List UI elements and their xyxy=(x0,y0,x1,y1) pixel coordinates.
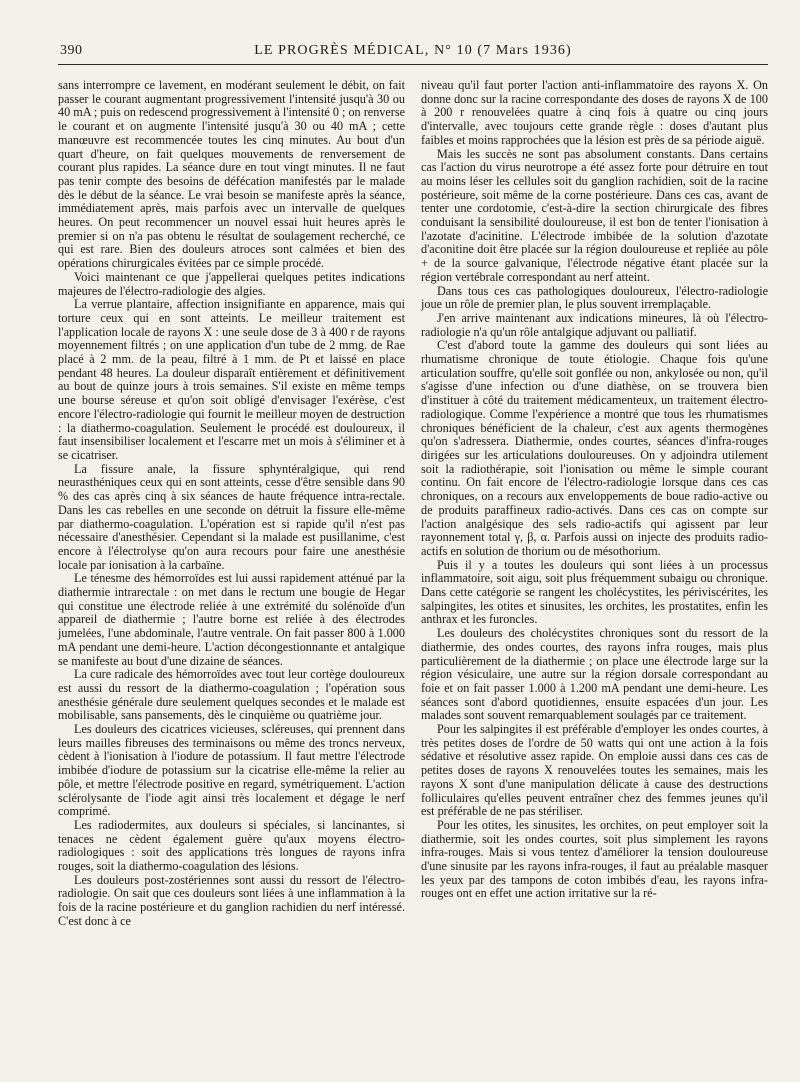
paragraph: La fissure anale, la fissure sphyntéralgique, qui rend neurasthéniques ceux qui en sont atteints, cesse d'être sensible dans 90 % des cas après cinq à six séances de haute fréquence intra-rectale. Dans les cas rebelles en une seconde on détruit la fissure elle-même par diathermo-coagulation. L'opération est si rapide qu'il n'est pas nécessaire d'anesthésier. Cependant si la malade est pusillanime, c'est encore à l'électrolyse qu'on aura recours pour faire une anesthésie locale par ionisation à la carbaïne. xyxy=(58,461,405,572)
paragraph: Dans tous ces cas pathologiques douloureux, l'électro-radiologie joue un rôle de premier plan, le plus souvent irremplaçable. xyxy=(421,283,768,312)
paragraph: Le ténesme des hémorroïdes est lui aussi rapidement atténué par la diathermie intrarectale : on met dans le rectum une bougie de Hegar qui constitue une électrode reliée à une extrémité du solénoïde d'un appareil de diathermie ; l'autre borne est reliée à des électrodes jumelées, l'une abdominale, l'autre ventrale. On fait passer 800 à 1.000 mA pendant une demi-heure. L'action décongestionnante et antalgique se manifeste au bout d'une dizaine de séances. xyxy=(58,571,405,668)
paragraph: C'est d'abord toute la gamme des douleurs qui sont liées au rhumatisme chronique de toute étiologie. Chaque fois qu'une articulation souffre, qu'elle soit gonflée ou non, ankylosée ou non, qu'il s'agisse d'une infection ou d'une diathèse, on se trouvera bien d'instituer à côté du traitement médicamenteux, un traitement électro-radiologique. Comme l'expérience a montré que tous les rhumatismes chroniques bénéficient de la chaleur, c'est aux agents thermogènes qu'on s'adressera. Diathermie, ondes courtes, séances d'infra-rouges dirigées sur les articulations douloureuses. On y adjoindra utilement soit la radiothérapie, soit l'ionisation ou même le simple courant continu. On fait encore de l'électro-radiologie lorsque dans ces cas chroniques, on a recours aux enveloppements de boue radio-active ou de produits paraffineux radio-activés. Dans ces cas on compte sur l'action analgésique des sels radio-actifs qui agissent par leur rayonnement total γ, β, α. Parfois aussi on injecte des produits radio-actifs en solution de thorium ou de mésothorium. xyxy=(421,338,768,558)
paragraph: niveau qu'il faut porter l'action anti-inflammatoire des rayons X. On donne donc sur la racine correspondante des doses de rayons X de 100 à 200 r renouvelées quatre à cinq fois à quatre ou cinq jours d'intervalle, avec toujours cette grande règle : doses d'autant plus faibles et moins rapprochées que la lésion est près de sa période aiguë. xyxy=(421,78,768,147)
paragraph: sans interrompre ce lavement, en modérant seulement le débit, on fait passer le courant augmentant progressivement l'intensité jusqu'à 30 ou 40 mA ; puis on redescend progressivement à l'intensité 0 ; on renverse le courant et on augmente l'intensité jusqu'à 30 ou 40 mA ; cette manœuvre est recommencée toutes les cinq minutes. Au bout d'un quart d'heure, on fait quelques mouvements de renversement de courant plus rapides. La séance dure en tout vingt minutes. Il ne faut pas tenir compte des besoins de défécation manifestés par le malade dès le début de la séance. Le vrai besoin se manifeste après la séance, immédiatement après, mais parfois avec un intervalle de quelques heures. On peut recommencer un nouvel essai huit heures après le premier si on n'a pas obtenu le résultat de soulagement recherché, ce qui est rare. Bien des douleurs atroces sont calmées et bien des opérations chirurgicales évitées par ce simple procédé. xyxy=(58,78,405,271)
paragraph: J'en arrive maintenant aux indications mineures, là où l'électro-radiologie n'a qu'un rôle antalgique adjuvant ou palliatif. xyxy=(421,310,768,339)
paragraph: La cure radicale des hémorroïdes avec tout leur cortège douloureux est aussi du ressort de la diathermo-coagulation ; l'opération sous anesthésie générale dure seulement quelques secondes et le malade est mobilisable, sans pansements, dès le cinquième ou quatrième jour. xyxy=(58,667,405,723)
paragraph: Les radiodermites, aux douleurs si spéciales, si lancinantes, si tenaces ne cèdent également guère qu'aux moyens électro-radiologiques : soit des applications très longues de rayons infra rouges, soit la diathermo-coagulation des lésions. xyxy=(58,817,405,874)
paragraph: Les douleurs post-zostériennes sont aussi du ressort de l'électro-radiologie. On sait que ces douleurs sont liées à une inflammation à la fois de la racine postérieure et du ganglion rachidien du nerf intéressé. C'est donc à ce xyxy=(58,872,405,928)
paragraph: Voici maintenant ce que j'appellerai quelques petites indications majeures de l'électro-radiologie des algies. xyxy=(58,269,405,298)
paragraph: Puis il y a toutes les douleurs qui sont liées à un processus inflammatoire, soit aigu, soit plus fréquemment subaigu ou chronique. Dans cette catégorie se rangent les cholécystites, les périviscérites, les salpingites, les otites et sinusites, les orchites, les prostatites, enfin les anthrax et les furoncles. xyxy=(421,557,768,627)
paragraph: Pour les salpingites il est préférable d'employer les ondes courtes, à très petites doses de l'ordre de 50 watts qui ont une action à la fois sédative et résolutive assez rapide. On emploie aussi dans ces cas de petites doses de rayons X renouvelées toutes les semaines, mais les rayons X sont d'une manipulation délicate à cause des destructions folliculaires qu'elles peuvent entraîner chez des femmes jeunes qu'il est préférable de ne pas stériliser. xyxy=(421,722,768,819)
paragraph: Mais les succès ne sont pas absolument constants. Dans certains cas l'action du virus neurotrope a été assez forte pour détruire en tout au moins léser les cellules soit du ganglion rachidien, soit de la racine postérieure, soit même de la corne postérieure. Dans ces cas, avant de tenter une cordotomie, c'est-à-dire la section chirurgicale des fibres conduisant la sensibilité douloureuse, il est bon de tenter l'ionisation à l'azotate d'acinitine. L'électrode imbibée de la solution d'azotate d'aconitine doit être placée sur la région douloureuse et repliée au pôle + de la source galvanique, l'électrode négative étant placée sur la région vertébrale correspondant au nerf atteint. xyxy=(421,146,768,284)
page-header xyxy=(58,40,768,65)
paragraph: Les douleurs des cholécystites chroniques sont du ressort de la diathermie, des ondes courtes, des rayons infra rouges, mais plus particulièrement de la diathermie ; on place une électrode large sur la région vésiculaire, une autre sur la région dorsale correspondant au foie et on fait passer 1.000 à 1.200 mA pendant une demi-heure. Les séances sont d'abord quotidiennes, ensuite espacées d'un jour. Les malades sont souvent remarquablement soulagés par ce traitement. xyxy=(421,626,768,723)
paragraph: Pour les otites, les sinusites, les orchites, on peut employer soit la diathermie, soit les ondes courtes, soit plus simplement les rayons infra-rouges. Mais si vous tentez d'améliorer la tension douloureuse d'une sinusite par les rayons infra-rouges, il faut au préalable masquer les yeux par des tampons de coton imbibés d'eau, les rayons infra-rouges ont en effet une action irritative sur la ré- xyxy=(421,817,768,901)
paragraph: Les douleurs des cicatrices vicieuses, scléreuses, qui prennent dans leurs mailles fibreuses des terminaisons ou même des troncs nerveux, cèdent à l'ionisation à l'iodure de potassium. Il faut mettre l'électrode imbibée d'iodure de potassium sur la cicatrise elle-même la relier au pôle, et mettre l'électrode positive en regard, symétriquement. L'action sclérolysante de l'iode agit ainsi très localement et dégage le nerf comprimé. xyxy=(58,722,405,819)
right-column xyxy=(421,79,768,929)
paragraph: La verrue plantaire, affection insignifiante en apparence, mais qui torture ceux qui en sont atteints. Le meilleur traitement est l'application locale de rayons X : une seule dose de 3 à 400 r de rayons moyennement filtrés ; on une application d'un tube de 2 mmg. de Rae placé à 2 mm. de la peau, filtré à 1 mm. de Pt et laissé en place pendant 48 heures. La douleur disparaît entièrement et définitivement au bout de quinze jours à trois semaines. S'il existe en même temps une bourse séreuse et qu'on soit obligé d'envisager l'exérèse, c'est encore l'électro-radiologie qui fournit le meilleur moyen de destruction : la diathermo-coagulation. Seulement le procédé est douloureux, il faut insensibiliser localement et l'escarre met un mois à s'éliminer et à se cicatriser. xyxy=(58,297,405,462)
text-columns xyxy=(58,79,768,929)
running-title: LE PROGRÈS MÉDICAL, N° 10 (7 Mars 1936) xyxy=(254,43,572,58)
left-column xyxy=(58,79,405,929)
page-number: 390 xyxy=(60,43,83,58)
